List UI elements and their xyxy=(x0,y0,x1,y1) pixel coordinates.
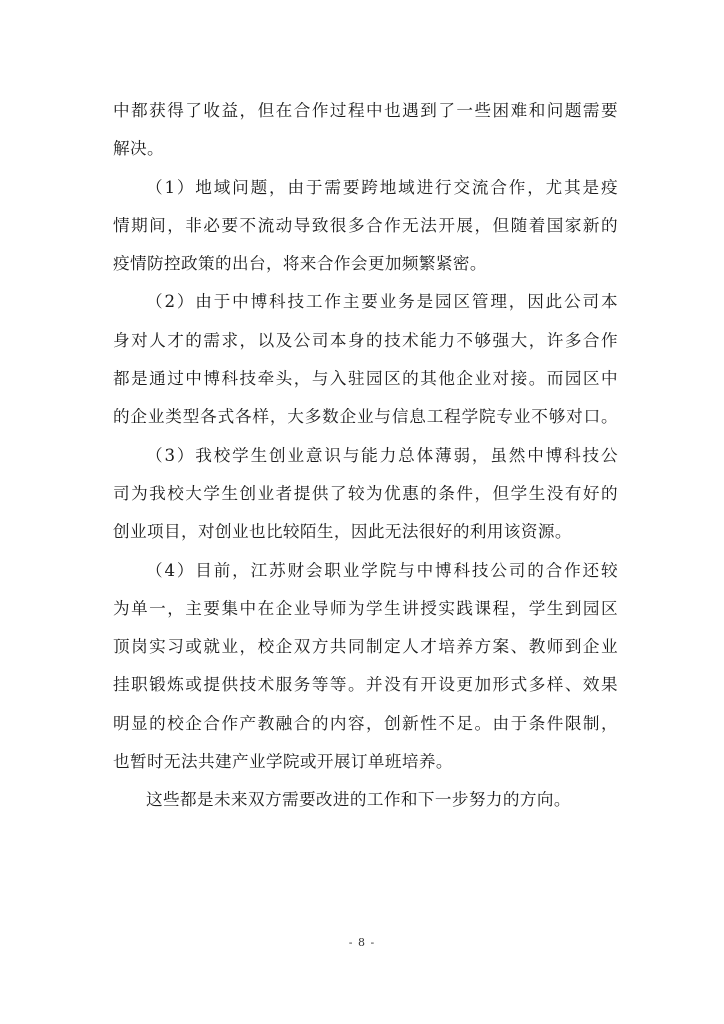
text-line: 这些都是未来双方需要改进的工作和下一步努力的方向。 xyxy=(146,790,571,810)
text-line: 明显的校企合作产教融合的内容，创新性不足。由于条件限制， xyxy=(113,713,618,733)
text-line: 都是通过中博科技牵头，与入驻园区的其他企业对接。而园区中 xyxy=(113,369,618,389)
text-line: 解决。 xyxy=(113,139,164,159)
text-line: 身对人才的需求，以及公司本身的技术能力不够强大，许多合作 xyxy=(113,330,618,350)
text-line: （1）地域问题，由于需要跨地域进行交流合作，尤其是疫 xyxy=(146,177,618,197)
page-number: - 8 - xyxy=(348,936,376,949)
text-line: 创业项目，对创业也比较陌生，因此无法很好的利用该资源。 xyxy=(113,522,572,542)
text-line: （4）目前，江苏财会职业学院与中博科技公司的合作还较 xyxy=(146,560,618,580)
text-line: （3）我校学生创业意识与能力总体薄弱，虽然中博科技公 xyxy=(146,445,618,465)
text-line: 为单一，主要集中在企业导师为学生讲授实践课程，学生到园区 xyxy=(113,598,618,618)
text-line: 中都获得了收益，但在合作过程中也遇到了一些困难和问题需要 xyxy=(113,101,618,120)
text-line: 挂职锻炼或提供技术服务等等。并没有开设更加形式多样、效果 xyxy=(113,675,618,695)
text-line: 情期间，非必要不流动导致很多合作无法开展，但随着国家新的 xyxy=(113,215,618,235)
text-line: 的企业类型各式各样，大多数企业与信息工程学院专业不够对口。 xyxy=(113,407,618,427)
text-line: 顶岗实习或就业，校企双方共同制定人才培养方案、教师到企业 xyxy=(113,637,618,657)
text-line: （2）由于中博科技工作主要业务是园区管理，因此公司本 xyxy=(146,292,618,312)
body-text xyxy=(113,92,618,820)
text-line: 司为我校大学生创业者提供了较为优惠的条件，但学生没有好的 xyxy=(113,483,618,503)
text-line: 疫情防控政策的出台，将来合作会更加频繁紧密。 xyxy=(113,254,487,274)
text-line: 也暂时无法共建产业学院或开展订单班培养。 xyxy=(113,752,453,772)
